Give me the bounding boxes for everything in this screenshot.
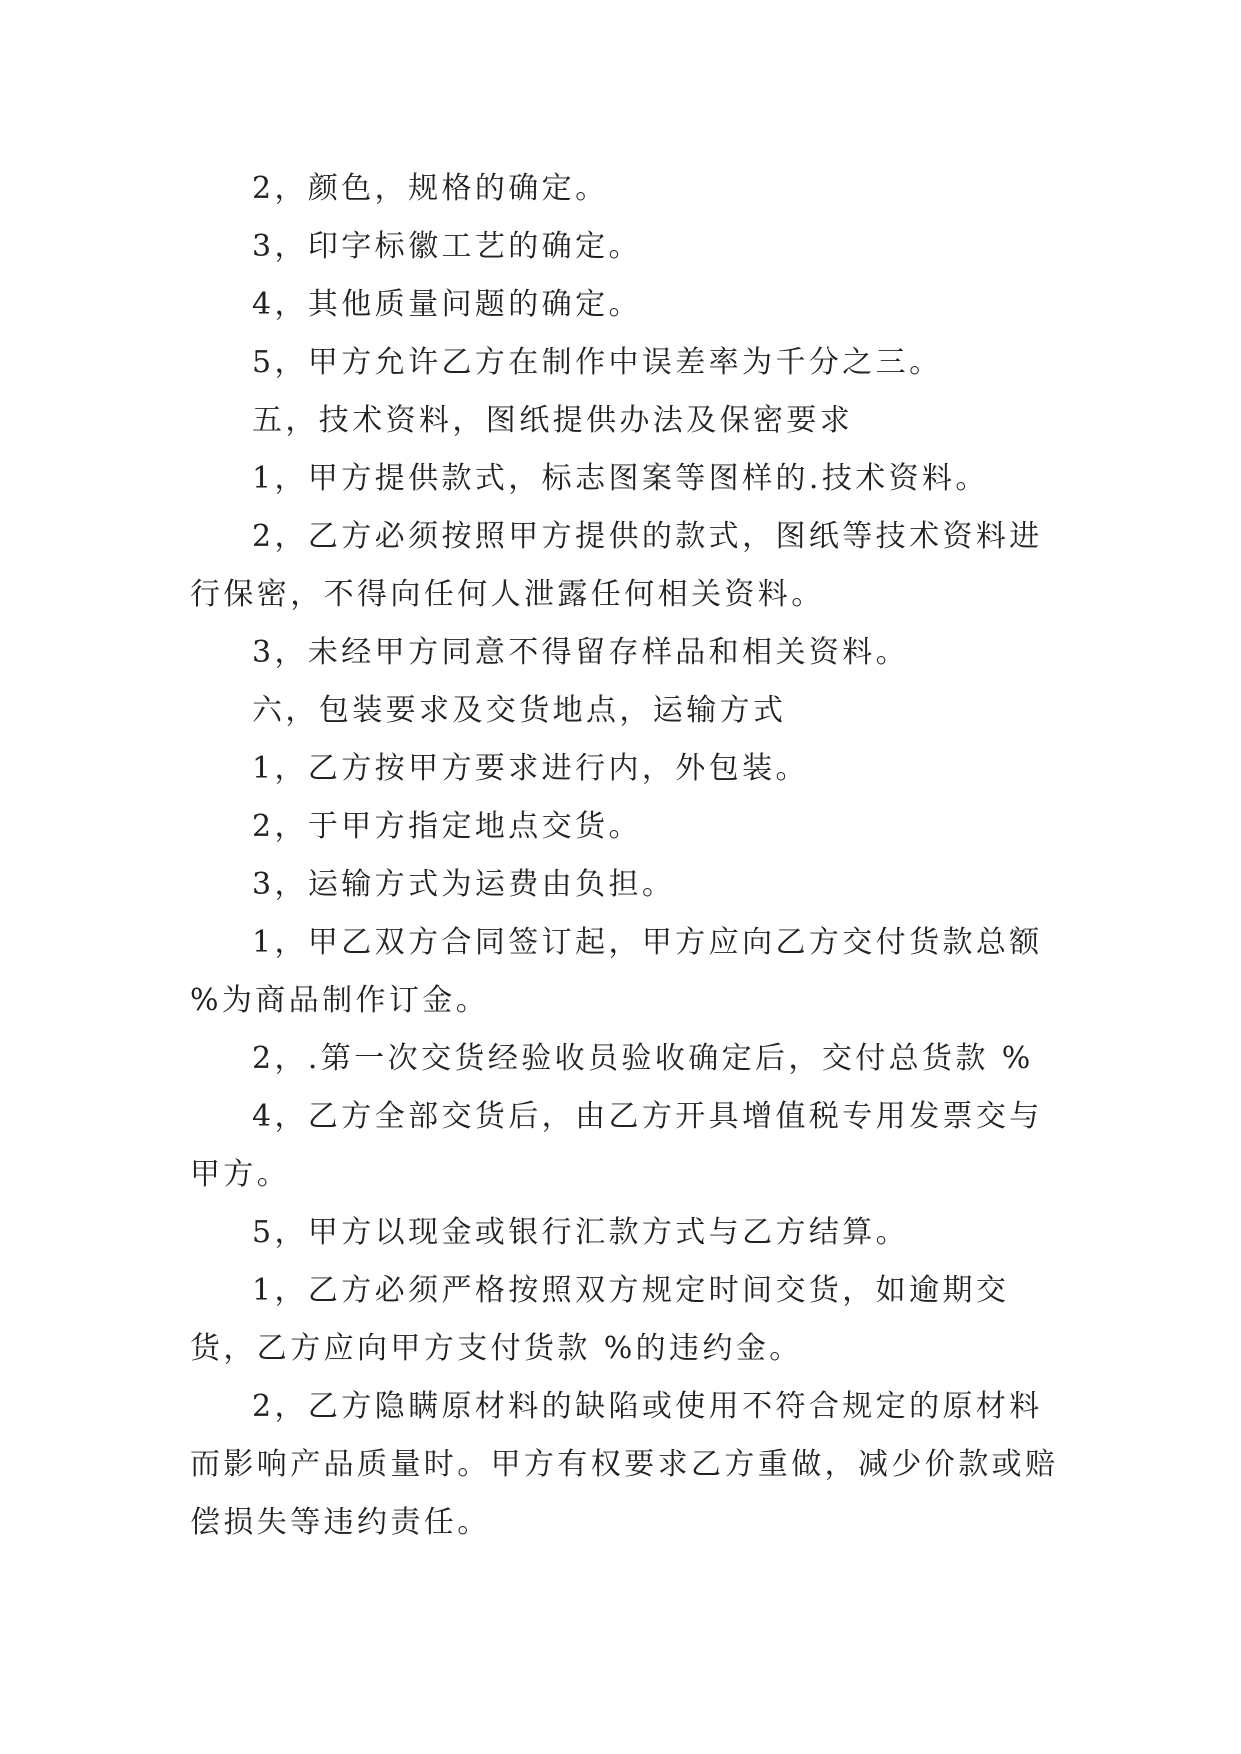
paragraph: 3，未经甲方同意不得留存样品和相关资料。 bbox=[252, 635, 910, 670]
document-body bbox=[190, 160, 1070, 1552]
paragraph: 4，其他质量问题的确定。 bbox=[252, 287, 642, 322]
paragraph: 5，甲方以现金或银行汇款方式与乙方结算。 bbox=[252, 1215, 910, 1250]
section-heading: 五，技术资料，图纸提供办法及保密要求 bbox=[252, 403, 854, 438]
paragraph: 2，乙方必须按照甲方提供的款式，图纸等技术资料进行保密，不得向任何人泄露任何相关资料。 bbox=[190, 519, 1043, 612]
paragraph: 3，印字标徽工艺的确定。 bbox=[252, 229, 642, 264]
paragraph: 1，乙方必须严格按照双方规定时间交货，如逾期交货，乙方应向甲方支付货款 %的违约金。 bbox=[190, 1273, 1010, 1366]
paragraph: 1，甲乙双方合同签订起，甲方应向乙方交付货款总额 %为商品制作订金。 bbox=[190, 925, 1043, 1018]
paragraph: 2，乙方隐瞒原材料的缺陷或使用不符合规定的原材料而影响产品质量时。甲方有权要求乙方重做，减少价款或赔偿损失等违约责任。 bbox=[190, 1389, 1059, 1540]
paragraph: 2，于甲方指定地点交货。 bbox=[252, 809, 642, 844]
paragraph: 5，甲方允许乙方在制作中误差率为千分之三。 bbox=[252, 345, 943, 380]
paragraph: 1，乙方按甲方要求进行内，外包装。 bbox=[252, 751, 809, 786]
section-heading: 六，包装要求及交货地点，运输方式 bbox=[252, 693, 787, 728]
paragraph: 2，颜色，规格的确定。 bbox=[252, 171, 609, 206]
paragraph: 3，运输方式为运费由负担。 bbox=[252, 867, 676, 902]
paragraph: 4，乙方全部交货后，由乙方开具增值税专用发票交与甲方。 bbox=[190, 1099, 1043, 1192]
paragraph: 1，甲方提供款式，标志图案等图样的.技术资料。 bbox=[252, 461, 989, 496]
paragraph: 2，.第一次交货经验收员验收确定后，交付总货款 % bbox=[252, 1041, 1034, 1076]
